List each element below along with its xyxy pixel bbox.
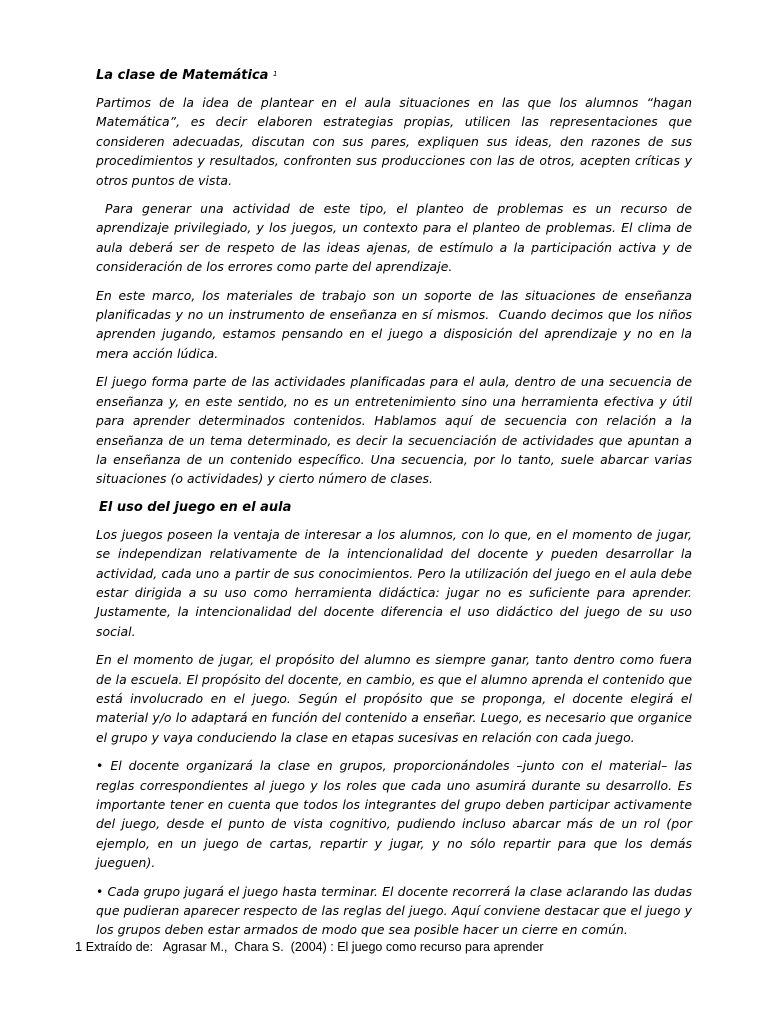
bullet-paragraph: • El docente organizará la clase en grupos, proporcionándoles –junto con el material– las reglas correspondientes al juego y los roles que cada uno asumirá durante su desarrollo. Es importante tener en cuenta que todos los integrantes del grupo deben participar activamente del juego, desde el punto de vista cognitivo, pudiendo incluso abarcar más de un rol (por ejemplo, en un juego de cartas, repartir y jugar, y no sólo repartir para que los demás jueguen). [96, 758, 692, 871]
title-text: La clase de Matemática [96, 68, 269, 83]
document-page [96, 66, 696, 949]
paragraph: En este marco, los materiales de trabajo son un soporte de las situaciones de enseñanza planificadas y no un instrumento de enseñanza en sí mismos. Cuando decimos que los niños aprenden jugando, estamos pensando en el juego a disposición del aprendizaje y no en la mera acción lúdica. [96, 287, 696, 361]
paragraph: Para generar una actividad de este tipo, el planteo de problemas es un recurso de aprendizaje privilegiado, y los juegos, un contexto para el planteo de problemas. El clima de aula deberá ser de respeto de las ideas ajenas, de estímulo a la participación activa y de consideración de los errores como parte del aprendizaje. [96, 201, 696, 275]
section-heading: El uso del juego en el aula [99, 499, 292, 515]
paragraph: Partimos de la idea de plantear en el aula situaciones en las que los alumnos “hagan Matemática”, es decir elaboren estrategias propias, utilicen las representaciones que consideren adecuadas, discutan con sus pares, expliquen sus ideas, den razones de sus procedimientos y resultados, confronten sus producciones con las de otros, acepten críticas y otros puntos de vista. [96, 95, 692, 188]
footnote-number: 1 [75, 939, 83, 954]
paragraph: El juego forma parte de las actividades planificadas para el aula, dentro de una secuencia de enseñanza y, en este sentido, no es un entretenimiento sino una herramienta efectiva y útil para aprender determinados contenidos. Hablamos aquí de secuencia con relación a la enseñanza de un tema determinado, es decir la secuenciación de actividades que apuntan a la enseñanza de un contenido específico. Una secuencia, por lo tanto, suele abarcar varias situaciones (o actividades) y cierto número de clases. [96, 374, 692, 487]
paragraph: Los juegos poseen la ventaja de interesar a los alumnos, con lo que, en el momento de jugar, se independizan relativamente de la intencionalidad del docente y pueden desarrollar la actividad, cada uno a partir de sus conocimientos. Pero la utilización del juego en el aula debe estar dirigida a su uso como herramienta didáctica: jugar no es suficiente para aprender. Justamente, la intencionalidad del docente diferencia el uso didáctico del juego de su uso social. [96, 526, 692, 639]
paragraph: En el momento de jugar, el propósito del alumno es siempre ganar, tanto dentro como fuera de la escuela. El propósito del docente, en cambio, es que el alumno aprenda el contenido que está involucrado en el juego. Según el propósito que se proponga, el docente elegirá el material y/o lo adaptará en función del contenido a enseñar. Luego, es necesario que organice el grupo y vaya conduciendo la clase en etapas sucesivas en relación con cada juego. [96, 652, 692, 745]
bullet-paragraph: • Cada grupo jugará el juego hasta terminar. El docente recorrerá la clase aclarando las dudas que pudieran aparecer respecto de las reglas del juego. Aquí conviene destacar que el juego y los grupos deben estar armados de modo que sea posible hacer un cierre en común. [96, 883, 692, 938]
document-title [96, 66, 692, 86]
title-footnote-marker: 1 [272, 70, 278, 78]
footnote [75, 939, 544, 955]
footnote-text: Extraído de: Agrasar M., Chara S. (2004) : El juego como recurso para aprender [82, 940, 544, 954]
